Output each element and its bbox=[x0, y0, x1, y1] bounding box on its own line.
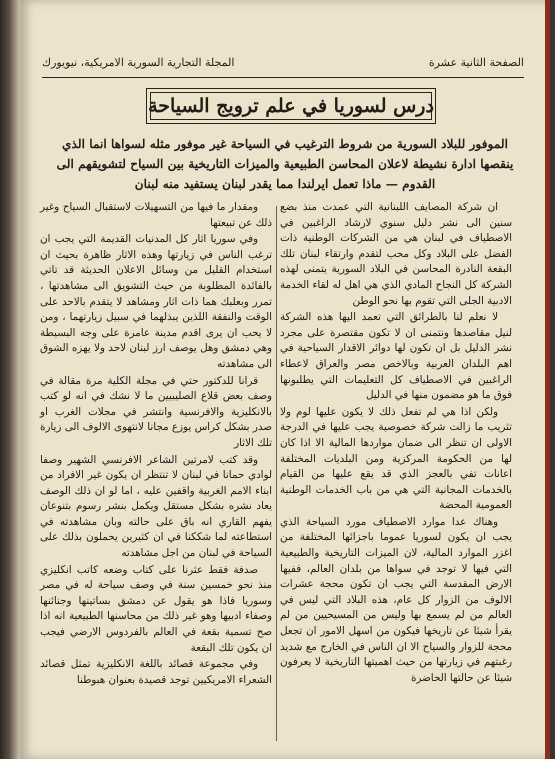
paragraph: صدفة فقط عثرنا على كتاب وضعه كاتب انكليزي منذ نحو خمسين سنة في وصف سياحة له في مصر وسوريا فاذا هو يقول عن دمشق بساتينها وجنائنها وصفاء ادبيها وهو غير ذلك من محاسنها الطبيعية انه اذا صح تسمية بقعة في العالم بالفردوس الارضي فيجب ان يكون تلك البقعة bbox=[40, 563, 272, 654]
page-edge bbox=[545, 0, 550, 759]
paragraph: ومقدار ما فيها من التسهيلات لاستقبال السياح وغير ذلك عن تبيعتها bbox=[40, 201, 272, 229]
paragraph: ولكن اذا هي لم تفعل ذلك لا يكون عليها لوم ولا تثريب ما زالت شركة خصوصية يجب عليها في الدرجة الاولى ان تنظر الى ضمان مواردها المالية الا اذا كان لها من الحكومة المركزية ومن البلديات المختلفة اعانات تفي بالعجز الذي قد يقع عليها من القيام بالخدمات المجانية التي هي من باب الخدمات الوطنية العمومية المحضة bbox=[280, 405, 512, 512]
journal-page bbox=[20, 0, 550, 759]
column-divider bbox=[276, 206, 277, 741]
page-number-label: الصفحة الثانية عشرة bbox=[428, 56, 524, 69]
paragraph: ان شركة المصايف اللبنانية التي عمدت منذ بضع سنين الى نشر دليل سنوي لارشاد الراغبين في الاصطياف في لبنان هي من الشركات الوطنية ذات الفضل على البلاد وكل محب لتقدم وارتقاء لبنان تلك البقعة النادرة المحاسن في البلاد السورية يتمنى لهذه الشركة كل النجاح المادي الذي هي اهل له لقاء الخدمة الادبية الجلى التي تقوم بها نحو الوطن bbox=[280, 201, 512, 307]
header-rule bbox=[42, 77, 524, 78]
running-header bbox=[42, 54, 524, 76]
paragraph: وفي مجموعة قصائد باللغة الانكليزية تمثل قصائد الشعراء الامريكيين توجد قصيدة بعنوان هبوطنا bbox=[40, 658, 272, 686]
journal-name: المجلة التجارية السورية الامريكية، نيويورك bbox=[42, 56, 235, 69]
paragraph: قرانا للدكتور حتي في مجلة الكلية مرة مقالة في وصف بعض قلاع الصليبيين ما لا نشك في انه لو كتب بالانكليزية والافرنسية وانتشر في مجلات الغرب او صدر بشكل كراس يوزع مجانا لانتهوى الالوف الى زيارة تلك الاثار bbox=[40, 374, 272, 449]
article-title: درس لسوريا في علم ترويج السياحة bbox=[146, 88, 436, 124]
paragraph: وقد كتب لامرتين الشاعر الافرنسي الشهير وصفا لوادي حمانا في لبنان لا تنتظر ان يكون غير الافراد من ابناء الامم الغربية واقفين عليه ، اما لو ان ذلك الوصف يعاد نشره بشكل مستقل ويكمل بنشر رسوم بتنوعان يفهم القاري انه باق على حالته وبان مشاهدته في استطاعته لما شككنا في ان كثيرين يحملون بذلك على السياحة في لبنان من اجل مشاهدته bbox=[40, 453, 272, 560]
column-right bbox=[280, 200, 512, 687]
book-binding bbox=[0, 0, 20, 759]
article-intro: الموفور للبلاد السورية من شروط الترغيب في السياحة غير موفور مثله لسواها انما الذي ينقصها ادارة نشيطة لاعلان المحاسن الطبيعية والميزات التاريخية بين السياح لتشويقهم الى القدوم — ماذا تعمل ايرلندا مما يقدر لبنان يستفيد منه لبنان bbox=[56, 137, 514, 191]
paragraph: لا نعلم لنا بالطرائق التي تعمد اليها هذه الشركة لنيل مقاصدها ونتمنى ان لا تكون مقتصرة على مجرد نشر الدليل بل ان تكون لها دوائر الاقدار السياحية في اهم البلدان العربية وبالاخص مصر والعراق لاعطاء الراغبين في الاصطياف كل التعليمات التي يطلبونها فوق ما هو مضمون منها في الدليل bbox=[280, 311, 512, 402]
column-left bbox=[40, 200, 272, 689]
paragraph: وهناك عدا موارد الاصطياف مورد السياحة الذي يجب ان يكون لسوريا عموما باجزائها المختلفة من اغزر الموارد المالية، لان الميزات التاريخية والطبيعية التي فيها لا توجد في سواها من بلدان العالم، ففيها الارض المقدسة التي يجب ان تكون محجة عشرات الالوف من الزوار كل عام، هذه البلاد التي ليس في العالم من لم يسمع بها وليس من المسيحيين من لم يقرأ شيئا عن تاريخها فيكون من اسهل الامور ان تجعل محجة للزوار والسياح الا ان الناس في الخارج مع شديد رغبتهم في زيارتها من حيث اهميتها التاريخية لا يعرفون شيئا عن حالتها الحاضرة bbox=[280, 515, 512, 684]
paragraph: وفي سوريا اثار كل المدنيات القديمة التي يجب ان ترغب الناس في زيارتها وهذه الاثار ظاهرة بحيث ان استخدام القليل من وسائل الاعلان الحديثة قد تاتي بالفائدة المطلوبة من حيث التشويق الى مشاهدتها ، تمرر وبعلبك هما ذات اثار ومشاهد لا يتقدم بالاحد على الوقت والنفقة اللذين يبذلهما في سبيل زيارتهما ، ومن لا يحب ان يرى اقدم مدينة عامرة على وجه البسيطة وهي دمشق وهل يوصف ارز لبنان لاحد ولا يهزه الشوق الى مشاهدته bbox=[40, 233, 272, 370]
